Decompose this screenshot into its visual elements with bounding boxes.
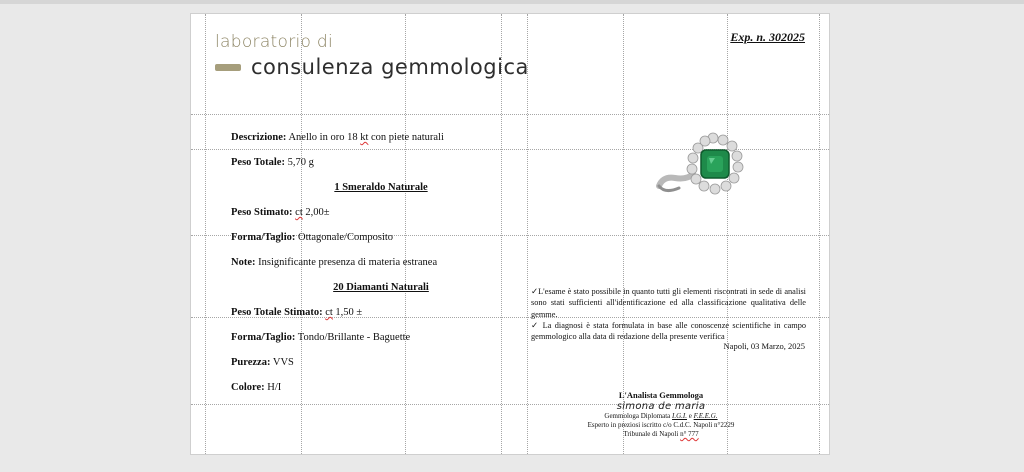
note-paragraph-2: ✓ La diagnosi è stata formulata in base alle conoscenze scientifiche in campo gemmologico alla data di redazione della presente verifica	[531, 320, 806, 342]
note-paragraph-1: ✓L'esame è stato possibile in quanto tutti gli elementi riscontrati in sede di analisi sono stati sufficienti all'identificazione ed alla classificazione qualitativa delle gemme.	[531, 287, 806, 319]
peso-totale-stimato-ct: ct	[325, 307, 333, 318]
field-descrizione	[231, 132, 444, 143]
peso-stimato-label: Peso Stimato:	[231, 207, 293, 218]
note-label: Note:	[231, 257, 256, 268]
logo-bar	[215, 64, 241, 71]
field-colore	[231, 382, 281, 393]
signature-credential-3	[551, 430, 771, 439]
logo-line2: consulenza gemmologica	[251, 55, 529, 79]
forma-taglio1-label: Forma/Taglio:	[231, 232, 296, 243]
credential-igi: I.G.I.	[672, 412, 688, 420]
credential-and: e	[687, 412, 694, 420]
exp-number: Exp. n. 302025	[730, 30, 805, 44]
signature-title: L'Analista Gemmologa	[618, 390, 704, 400]
credential-text: Gemmologa Diplomata	[604, 412, 673, 420]
signature-script: simona de maria	[616, 401, 706, 412]
grid-line	[191, 114, 829, 115]
purezza-label: Purezza:	[231, 357, 271, 368]
signature-credential-1	[551, 412, 771, 421]
descrizione-value-kt: kt	[360, 132, 369, 143]
field-peso-totale	[231, 157, 314, 168]
ring-illustration	[653, 124, 753, 214]
field-note	[231, 257, 437, 268]
peso-totale-stimato-value: 1,50 ±	[332, 307, 363, 318]
grid-line	[501, 14, 502, 454]
top-bar	[0, 0, 1024, 4]
field-peso-stimato	[231, 207, 330, 218]
document-page	[190, 13, 830, 455]
logo-line1: laboratorio di	[215, 32, 334, 52]
issue-date: Napoli, 03 Marzo, 2025	[723, 341, 805, 351]
notes-block	[531, 286, 806, 342]
field-purezza	[231, 357, 294, 368]
grid-line	[727, 14, 728, 454]
grid-line	[527, 14, 528, 454]
credential-tribunale: Tribunale di Napoli	[623, 430, 681, 438]
colore-value: H/I	[267, 382, 282, 393]
diamanti-heading: 20 Diamanti Naturali	[333, 282, 429, 293]
signature-credential-2: Esperto in preziosi iscritto c/o C.d.C. Napoli n°2229	[587, 421, 735, 429]
peso-stimato-value: 2,00±	[302, 207, 330, 218]
field-peso-totale-stimato	[231, 307, 362, 318]
grid-line	[405, 14, 406, 454]
forma-taglio2-label: Forma/Taglio:	[231, 332, 296, 343]
smeraldo-heading: 1 Smeraldo Naturale	[334, 182, 428, 193]
ring-photo	[653, 124, 753, 214]
descrizione-label: Descrizione:	[231, 132, 287, 143]
forma-taglio2-value: Tondo/Brillante - Baguette	[297, 332, 411, 343]
signature-block	[551, 390, 771, 439]
peso-totale-stimato-label: Peso Totale Stimato:	[231, 307, 323, 318]
credential-feeg: F.E.E.G.	[693, 412, 718, 420]
credential-number: n° 777	[680, 430, 699, 438]
peso-stimato-ct: ct	[295, 207, 303, 218]
field-forma-taglio-2	[231, 332, 410, 343]
purezza-value: VVS	[272, 357, 294, 368]
forma-taglio1-value: Ottagonale/Composito	[297, 232, 394, 243]
field-forma-taglio-1	[231, 232, 393, 243]
descrizione-value-b: con piete naturali	[368, 132, 444, 143]
peso-totale-label: Peso Totale:	[231, 157, 285, 168]
peso-totale-value: 5,70 g	[287, 157, 314, 168]
grid-line	[623, 14, 624, 454]
note-value: Insignificante presenza di materia estranea	[258, 257, 438, 268]
colore-label: Colore:	[231, 382, 265, 393]
grid-line	[205, 14, 206, 454]
grid-line	[819, 14, 820, 454]
descrizione-value-a: Anello in oro 18	[288, 132, 361, 143]
